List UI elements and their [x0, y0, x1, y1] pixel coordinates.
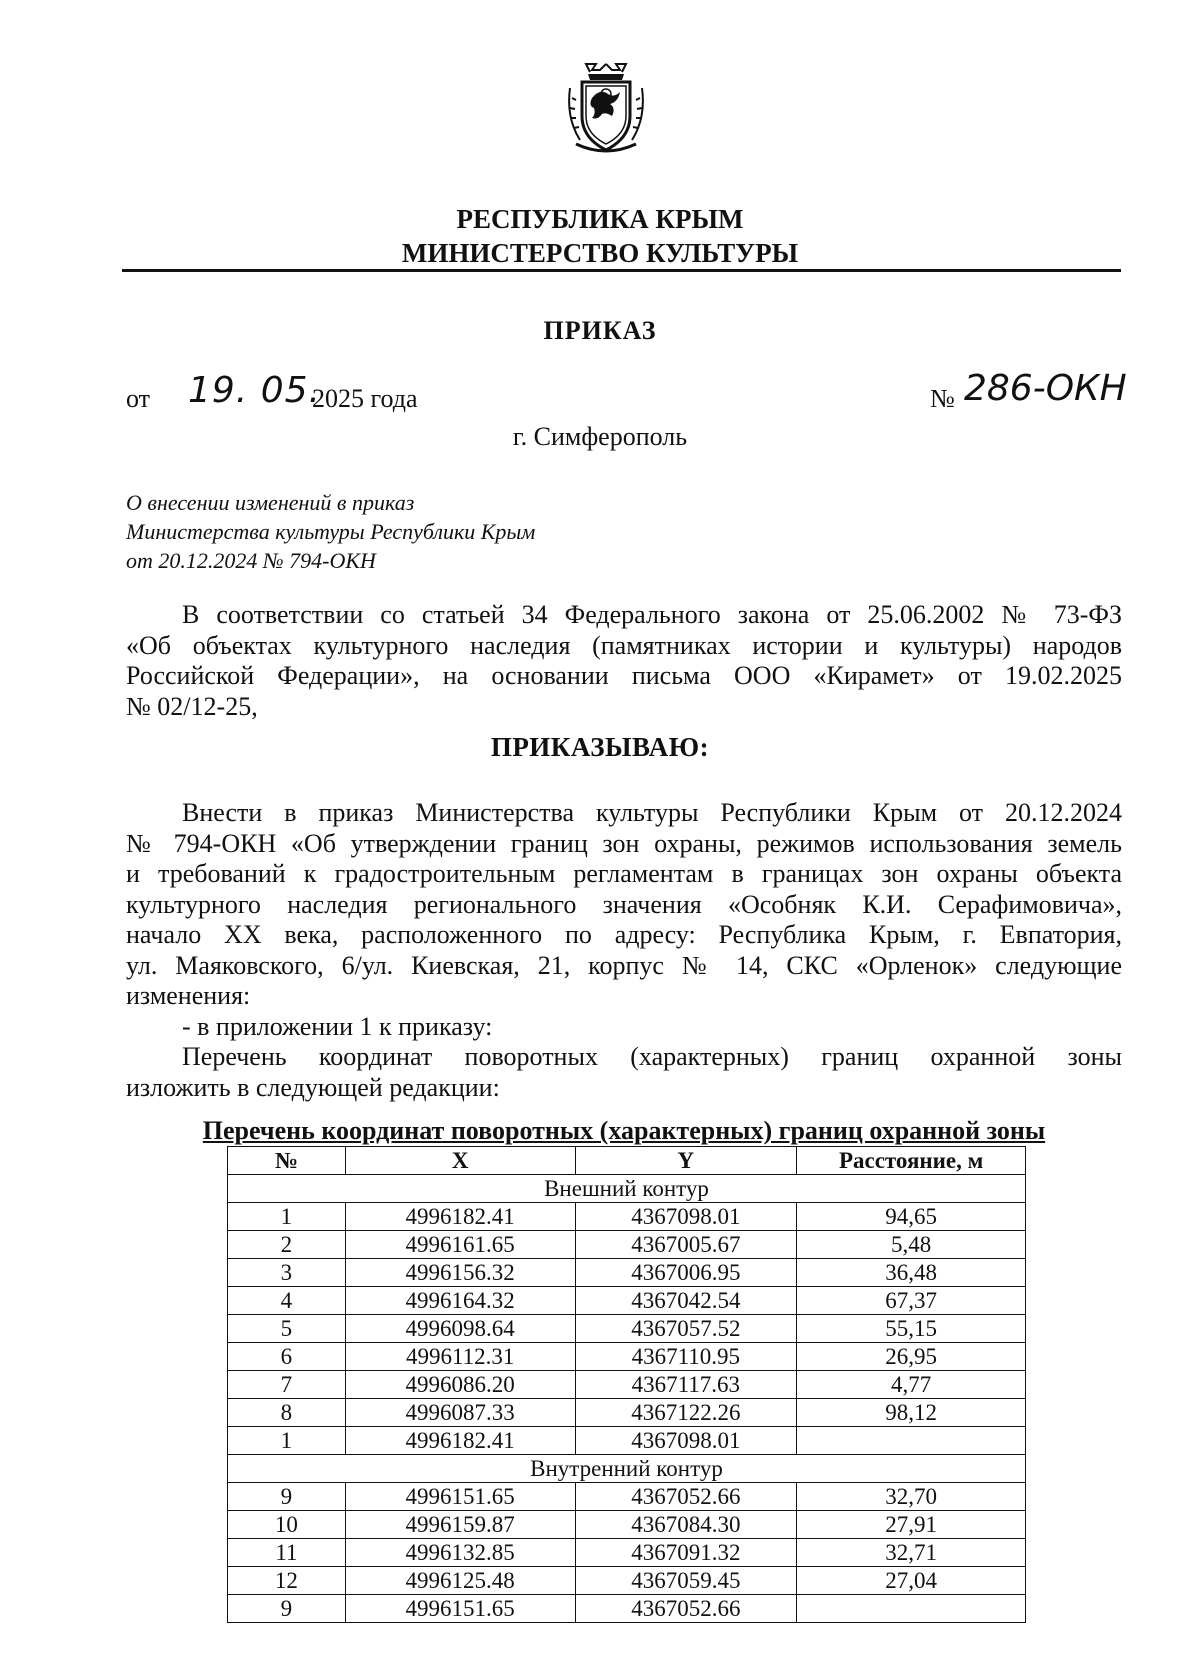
- city: г. Симферополь: [512, 422, 688, 451]
- header-divider: [122, 269, 1121, 272]
- cell-number: 10: [228, 1511, 346, 1539]
- table-row: [228, 1203, 1026, 1231]
- cell-x: 4996132.85: [345, 1539, 575, 1567]
- cell-number: 5: [228, 1315, 346, 1343]
- cell-y: 4367057.52: [575, 1315, 797, 1343]
- cell-y: 4367084.30: [575, 1511, 797, 1539]
- cell-distance: [797, 1595, 1026, 1623]
- handwritten-date: 19. 05.: [188, 370, 321, 411]
- preamble-line: № 02/12-25,: [126, 691, 258, 721]
- cell-number: 3: [228, 1259, 346, 1287]
- document-type: ПРИКАЗ: [543, 316, 657, 345]
- handwritten-number: 286-ОКН: [964, 368, 1127, 409]
- cell-number: 1: [228, 1427, 346, 1455]
- date-prefix: от: [126, 384, 151, 413]
- table-row: [228, 1371, 1026, 1399]
- cell-distance: 27,91: [797, 1511, 1026, 1539]
- cell-x: 4996112.31: [345, 1343, 575, 1371]
- table-title: Перечень координат поворотных (характерных) границ охранной зоны: [202, 1116, 1046, 1145]
- body-line: начало XX века, расположенного по адресу: Республика Крым, г. Евпатория,: [126, 920, 1122, 949]
- table-row: [228, 1399, 1026, 1427]
- cell-y: 4367122.26: [575, 1399, 797, 1427]
- section-label: Внутренний контур: [228, 1455, 1026, 1483]
- cell-x: 4996164.32: [345, 1287, 575, 1315]
- cell-number: 11: [228, 1539, 346, 1567]
- cell-y: 4367042.54: [575, 1287, 797, 1315]
- instruction-line: изложить в следующей редакции:: [126, 1072, 500, 1102]
- date-year: 2025 года: [312, 384, 418, 413]
- appendix-line: - в приложении 1 к приказу:: [182, 1011, 493, 1041]
- cell-y: 4367098.01: [575, 1427, 797, 1455]
- table-row: [228, 1315, 1026, 1343]
- cell-y: 4367052.66: [575, 1595, 797, 1623]
- cell-y: 4367091.32: [575, 1539, 797, 1567]
- cell-distance: 5,48: [797, 1231, 1026, 1259]
- coordinates-table: [227, 1146, 1026, 1623]
- cell-distance: 32,70: [797, 1483, 1026, 1511]
- cell-x: 4996086.20: [345, 1371, 575, 1399]
- cell-y: 4367117.63: [575, 1371, 797, 1399]
- body-line: ул. Маяковского, 6/ул. Киевская, 21, корпус № 14, СКС «Орленок» следующие: [126, 950, 1122, 980]
- body-paragraph: [126, 798, 1122, 1103]
- cell-distance: 67,37: [797, 1287, 1026, 1315]
- cell-number: 7: [228, 1371, 346, 1399]
- cell-x: 4996087.33: [345, 1399, 575, 1427]
- cell-number: 1: [228, 1203, 346, 1231]
- cell-distance: 94,65: [797, 1203, 1026, 1231]
- subject-line: от 20.12.2024 № 794-ОКН: [126, 548, 376, 573]
- org-line-republic: РЕСПУБЛИКА КРЫМ: [456, 204, 744, 234]
- order-heading: ПРИКАЗЫВАЮ:: [490, 732, 710, 762]
- table-row: [228, 1343, 1026, 1371]
- cell-number: 12: [228, 1567, 346, 1595]
- subject-line: О внесении изменений в приказ: [126, 490, 415, 515]
- table-header-row: [228, 1147, 1026, 1175]
- cell-distance: 55,15: [797, 1315, 1026, 1343]
- preamble-line: Российской Федерации», на основании письма ООО «Кирамет» от 19.02.2025: [126, 661, 1122, 690]
- cell-x: 4996182.41: [345, 1427, 575, 1455]
- body-line: культурного наследия регионального значения «Особняк К.И. Серафимовича»,: [126, 889, 1122, 919]
- cell-number: 9: [228, 1483, 346, 1511]
- cell-number: 9: [228, 1595, 346, 1623]
- cell-distance: 27,04: [797, 1567, 1026, 1595]
- cell-distance: 98,12: [797, 1399, 1026, 1427]
- cell-number: 4: [228, 1287, 346, 1315]
- table-row: [228, 1539, 1026, 1567]
- number-sign: №: [930, 384, 955, 413]
- cell-x: 4996151.65: [345, 1595, 575, 1623]
- cell-y: 4367098.01: [575, 1203, 797, 1231]
- table-row: [228, 1259, 1026, 1287]
- section-label: Внешний контур: [228, 1175, 1026, 1203]
- cell-number: 8: [228, 1399, 346, 1427]
- order-subject: [126, 488, 535, 575]
- cell-x: 4996151.65: [345, 1483, 575, 1511]
- cell-y: 4367052.66: [575, 1483, 797, 1511]
- org-line-ministry: МИНИСТЕРСТВО КУЛЬТУРЫ: [401, 238, 799, 268]
- preamble-paragraph: [126, 600, 1122, 722]
- coat-of-arms-icon: [562, 58, 650, 158]
- cell-distance: 26,95: [797, 1343, 1026, 1371]
- cell-x: 4996182.41: [345, 1203, 575, 1231]
- cell-number: 2: [228, 1231, 346, 1259]
- cell-x: 4996159.87: [345, 1511, 575, 1539]
- cell-distance: 4,77: [797, 1371, 1026, 1399]
- body-line: № 794-ОКН «Об утверждении границ зон охраны, режимов использования земель: [126, 828, 1122, 858]
- header-x: X: [345, 1147, 575, 1175]
- preamble-line: «Об объектах культурного наследия (памятниках истории и культуры) народов: [126, 630, 1122, 660]
- body-line: Внести в приказ Министерства культуры Республики Крым от 20.12.2024: [182, 798, 1122, 827]
- table-row: [228, 1595, 1026, 1623]
- cell-distance: 36,48: [797, 1259, 1026, 1287]
- table-row: [228, 1231, 1026, 1259]
- cell-y: 4367110.95: [575, 1343, 797, 1371]
- header-y: Y: [575, 1147, 797, 1175]
- header-distance: Расстояние, м: [797, 1147, 1026, 1175]
- cell-y: 4367006.95: [575, 1259, 797, 1287]
- cell-x: 4996125.48: [345, 1567, 575, 1595]
- body-line: изменения:: [126, 981, 251, 1010]
- cell-x: 4996156.32: [345, 1259, 575, 1287]
- cell-number: 6: [228, 1343, 346, 1371]
- table-section-row: [228, 1455, 1026, 1483]
- table-row: [228, 1483, 1026, 1511]
- cell-x: 4996161.65: [345, 1231, 575, 1259]
- cell-y: 4367059.45: [575, 1567, 797, 1595]
- subject-line: Министерства культуры Республики Крым: [126, 519, 536, 544]
- body-line: и требований к градостроительным регламентам в границах зон охраны объекта: [126, 859, 1122, 888]
- preamble-line: В соответствии со статьей 34 Федерального закона от 25.06.2002 № 73-ФЗ: [182, 600, 1122, 629]
- cell-x: 4996098.64: [345, 1315, 575, 1343]
- cell-distance: 32,71: [797, 1539, 1026, 1567]
- table-row: [228, 1511, 1026, 1539]
- table-row: [228, 1287, 1026, 1315]
- cell-distance: [797, 1427, 1026, 1455]
- instruction-line: Перечень координат поворотных (характерных) границ охранной зоны: [182, 1042, 1122, 1071]
- table-section-row: [228, 1175, 1026, 1203]
- cell-y: 4367005.67: [575, 1231, 797, 1259]
- header-number: №: [228, 1147, 346, 1175]
- table-row: [228, 1567, 1026, 1595]
- table-row: [228, 1427, 1026, 1455]
